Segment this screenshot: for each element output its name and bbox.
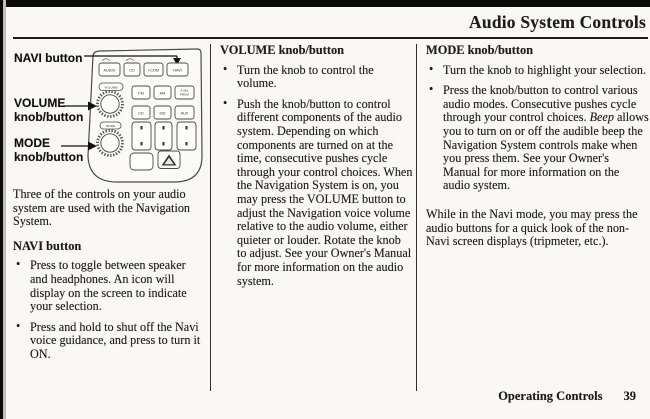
mode-heading: MODE knob/button: [426, 43, 534, 57]
blank-button: [130, 153, 153, 170]
footer-section: Operating Controls: [498, 389, 603, 403]
navi-heading: NAVI button: [13, 238, 82, 253]
volume-knob-tab-label: VOLUME: [104, 85, 118, 90]
audio-button-label: AUDIO: [103, 68, 116, 73]
audio-panel-diagram: [0, 44, 212, 189]
callout-mode-line2: knob/button: [14, 149, 84, 164]
left-column: [13, 188, 203, 369]
bullet-item: • Press to toggle between speaker and headphones. An icon will display on the screen to indicate your selection.: [13, 259, 203, 313]
bullet-item: [426, 84, 649, 193]
bullet-text-post: allows you to turn on or off the audible beep the Navigation System controls make when you press them. See your Owner's Manual for more information on the audio system.: [443, 110, 649, 193]
intro-paragraph: Three of the controls on your audio system are used with the Navigation System.: [13, 187, 191, 229]
navi-button-label: NAVI: [173, 68, 182, 73]
aux-button-label: AUX: [180, 111, 189, 116]
page-title: Audio System Controls: [469, 12, 646, 32]
callout-navi-text: NAVI button: [14, 51, 83, 65]
header-rule: [13, 37, 648, 39]
scan-top-edge: [0, 0, 650, 7]
mode-knob: [101, 134, 119, 152]
cd-top-button-label: CD: [129, 68, 135, 73]
callout-volume-line2: knob/button: [14, 109, 84, 124]
asel-button-label2: PRGM: [180, 92, 189, 97]
bullet-item: • Turn the knob to control the volume.: [220, 64, 413, 91]
icom-button-label: I-COM: [147, 68, 160, 73]
callout-mode-line1: MODE: [14, 136, 50, 150]
volume-knob: [101, 95, 119, 113]
middle-column: [220, 44, 413, 295]
mode-knob-tab-label: MODE: [105, 124, 116, 129]
right-column: [426, 44, 649, 261]
bullet-item: • Push the knob/button to control different components of the audio system. Depending on which components are turned on at the time, consecutive pushes cycle through your control choices. When the Navigation System is on, you may press the VOLUME button to adjust the Navigation voice volume relative to the audio volume, either quieter or louder. Rotate the knob to adjust. See your Owner's Manual for more information on the audio system.: [220, 98, 413, 288]
asel-button-label1: A.SEL: [180, 88, 189, 93]
fm-button-label: FM: [138, 91, 144, 96]
page-footer: [498, 389, 636, 404]
md-button-label: MD: [159, 111, 166, 116]
beep-italic: Beep: [589, 110, 614, 125]
bullet-text-pre: Press the knob/button to control various audio modes. Consecutive pushes cycle through your control choices.: [443, 83, 638, 125]
bullet-item: • Press and hold to shut off the Navi voice guidance, and press to turn it ON.: [13, 321, 203, 362]
volume-heading: VOLUME knob/button: [220, 43, 345, 57]
am-button-label: AM: [159, 91, 166, 96]
callout-volume-line1: VOLUME: [14, 96, 66, 110]
footer-page-number: 39: [623, 389, 636, 403]
column-divider-right: [416, 44, 417, 391]
preset-buttons: [132, 122, 196, 150]
bullet-item: • Turn the knob to highlight your selection.: [426, 64, 649, 78]
cd-button-label: CD: [138, 111, 144, 116]
navi-mode-note: While in the Navi mode, you may press the audio buttons for a quick look of the non-Navi screen displays (tripmeter, etc.).: [426, 206, 638, 249]
